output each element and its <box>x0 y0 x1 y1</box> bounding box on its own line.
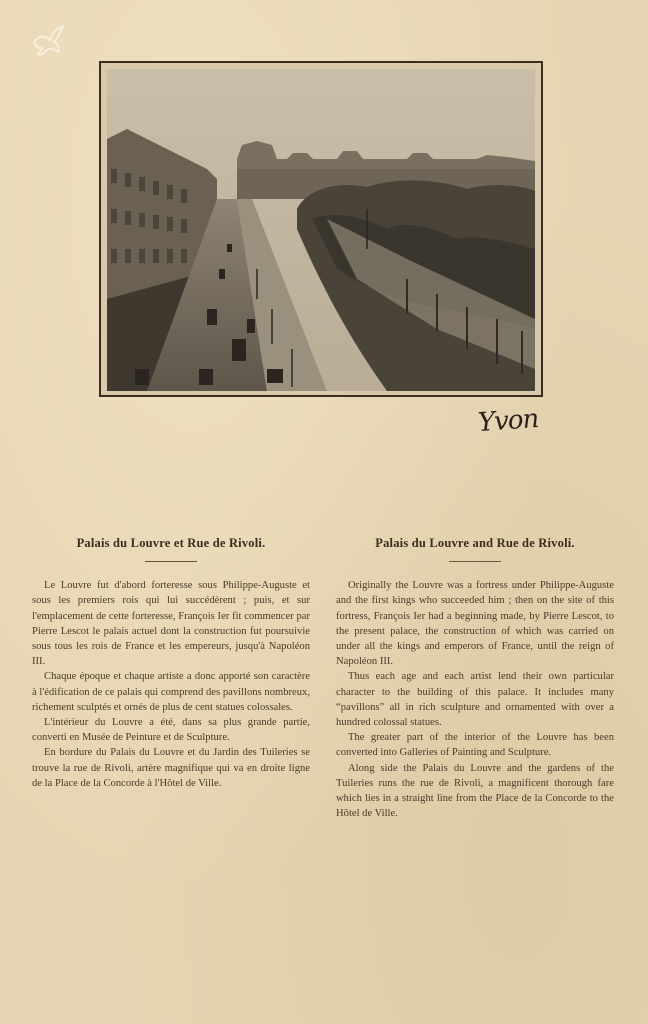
photographer-signature: Yvon <box>477 403 540 439</box>
photo-frame <box>99 61 543 397</box>
french-paragraph: Le Louvre fut d'abord forteresse sous Philippe-Auguste et sous les premiers rois qui lui succédèrent ; puis, et sur l'emplacement de cette forteresse, François Ier fit commencer par Pierre Lescot le palais actuel dont la construction fut poursuivie sous tous les rois de France et les empereurs, jusqu'à Napoléon III. <box>32 580 310 668</box>
french-paragraph: Chaque époque et chaque artiste a donc apporté son caractère à l'édification de ce palais qui comprend des pavillons nombreux, richement sculptés et ornés de plus de cent statues colossales. <box>32 671 310 713</box>
english-paragraph: Originally the Louvre was a fortress under Philippe-Auguste and the first kings who succeeded him ; then on the site of this fortress, François Ier had a beginning made, by Pierre Lescot, to the present palace, the construction of which was carried on under all the kings and emperors of France, until the reign of Napoléon III. <box>336 580 614 668</box>
dove-icon <box>30 24 66 58</box>
title-rule <box>145 561 197 562</box>
title-rule <box>449 561 501 562</box>
english-title: Palais du Louvre and Rue de Rivoli. <box>375 536 575 550</box>
french-title: Palais du Louvre et Rue de Rivoli. <box>76 536 266 550</box>
french-paragraph: En bordure du Palais du Louvre et du Jardin des Tuileries se trouve la rue de Rivoli, artère magnifique qui va en droite ligne de la Place de la Concorde à l'Hôtel de Ville. <box>32 747 310 789</box>
english-paragraph: The greater part of the interior of the Louvre has been converted into Galleries of Painting and Sculpture. <box>336 732 614 759</box>
french-text-column <box>32 536 310 791</box>
english-text-column <box>336 536 614 821</box>
english-paragraph: Thus each age and each artist lend their own particular character to the building of this palace. It includes many “pavillons” all in rich sculpture and ornamented with over a hundred colossal statues. <box>336 671 614 729</box>
louvre-rivoli-photo <box>107 69 535 391</box>
english-paragraph: Along side the Palais du Louvre and the gardens of the Tuileries runs the rue de Rivoli, a magnificent thorough fare which lies in a straight line from the Place de la Concorde to the Hôtel de Ville. <box>336 762 614 820</box>
french-paragraph: L'intérieur du Louvre a été, dans sa plus grande partie, converti en Musée de Peinture et de Sculpture. <box>32 717 310 744</box>
